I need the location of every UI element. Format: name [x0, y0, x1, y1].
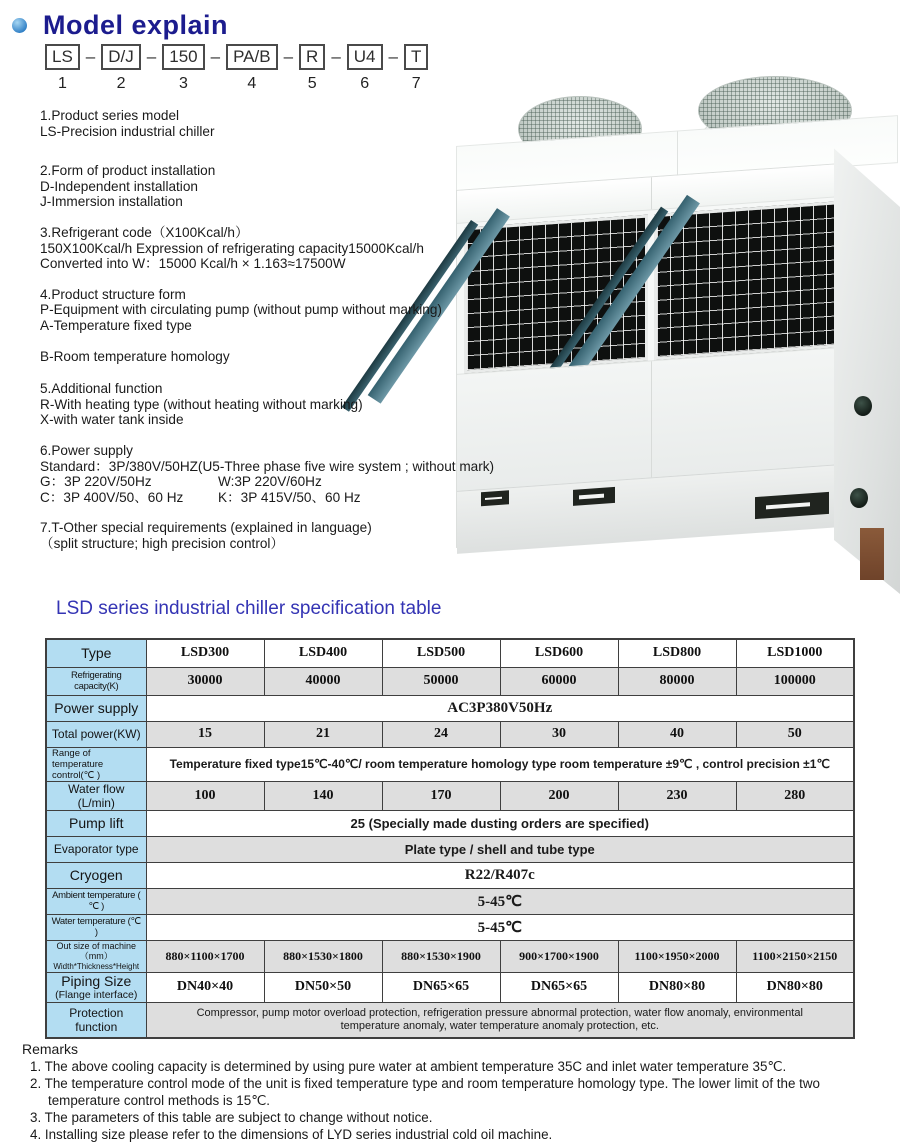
row-label-line: Range of [52, 747, 91, 759]
model-code-box: LS [45, 44, 80, 70]
remarks-heading: Remarks [22, 1041, 79, 1057]
table-row [46, 888, 854, 914]
table-cell: 1100×1950×2000 [618, 940, 736, 972]
explain-section [40, 225, 605, 272]
table-cell: LSD1000 [736, 639, 854, 667]
explain-line: 150X100Kcal/h Expression of refrigerating capacity15000Kcal/h [40, 240, 424, 256]
table-cell: LSD400 [264, 639, 382, 667]
row-label: Refrigerating capacity(K) [46, 667, 146, 695]
table-cell: 100 [146, 781, 264, 810]
table-cell: 24 [382, 721, 500, 747]
table-cell: DN50×50 [264, 972, 382, 1002]
table-cell: 170 [382, 781, 500, 810]
table-cell: 5-45℃ [146, 888, 854, 914]
explain-line: LS-Precision industrial chiller [40, 123, 215, 139]
model-code-number: 7 [411, 75, 421, 92]
explain-line: 7.T-Other special requirements (explained in language) [40, 520, 372, 536]
panel-seam [651, 177, 652, 209]
model-code-box: T [404, 44, 428, 70]
explain-line: J-Immersion installation [40, 194, 183, 210]
row-label-line: (Flange interface) [55, 988, 138, 1001]
explain-line: Converted into W：15000 Kcal/h × 1.163≈17500W [40, 256, 346, 272]
panel-seam [677, 131, 678, 177]
table-row [46, 781, 854, 810]
panel-seam [651, 361, 652, 477]
remark-item: 1. The above cooling capacity is determined by using pure water at ambient temperature 35C and inlet water temperature 35℃. [30, 1059, 787, 1074]
model-code-unit [101, 44, 141, 93]
table-row [46, 721, 854, 747]
table-cell: 50 [736, 721, 854, 747]
power-option: K：3P 415V/50、60 Hz [218, 489, 361, 505]
explain-line: A-Temperature fixed type [40, 317, 192, 333]
explain-line: 3.Refrigerant code（X100Kcal/h） [40, 224, 249, 240]
explain-line [40, 474, 605, 490]
model-code-unit [299, 44, 325, 93]
model-code-diagram [45, 44, 428, 93]
table-cell: 100000 [736, 667, 854, 695]
spec-table [45, 638, 855, 1039]
dash-separator: – [283, 47, 294, 66]
table-cell: 5-45℃ [146, 914, 854, 940]
table-row [46, 695, 854, 721]
explain-section [40, 381, 605, 428]
remarks [22, 1041, 888, 1143]
row-label: Pump lift [46, 810, 146, 836]
forklift-slot [755, 492, 829, 519]
row-label [46, 940, 146, 972]
remark-item: 4. Installing size please refer to the dimensions of LYD series industrial cold oil machine. [30, 1127, 553, 1142]
explain-line [40, 490, 605, 506]
table-cell: 60000 [500, 667, 618, 695]
table-cell: 40 [618, 721, 736, 747]
explain-section [40, 108, 605, 139]
row-label: Type [46, 639, 146, 667]
table-cell: 21 [264, 721, 382, 747]
model-code-unit [404, 44, 428, 93]
table-row [46, 1002, 854, 1038]
table-row [46, 667, 854, 695]
wooden-foot [860, 528, 884, 580]
model-code-box: PA/B [226, 44, 277, 70]
cabinet-side-panel [834, 144, 900, 594]
explain-section [40, 520, 605, 551]
model-code-number: 1 [57, 75, 67, 92]
table-cell: LSD500 [382, 639, 500, 667]
explain-line: B-Room temperature homology [40, 348, 230, 364]
remark-item: 2. The temperature control mode of the unit is fixed temperature type and room temperature homology type. The lower limit of the two temperature control methods is 15℃. [30, 1076, 820, 1108]
row-label [46, 747, 146, 781]
model-code-unit [45, 44, 80, 93]
table-row [46, 810, 854, 836]
explain-line: Standard：3P/380V/50HZ(U5-Three phase five wire system ; without mark) [40, 458, 495, 474]
table-row [46, 862, 854, 888]
power-option: G：3P 220V/50Hz [40, 474, 152, 490]
model-code-number: 3 [178, 75, 188, 92]
table-row [46, 940, 854, 972]
explain-line: X-with water tank inside [40, 412, 184, 428]
model-code-unit [226, 44, 277, 93]
table-cell: 30 [500, 721, 618, 747]
table-cell: DN65×65 [500, 972, 618, 1002]
model-code-number: 6 [360, 75, 370, 92]
model-code-box: R [299, 44, 325, 70]
table-cell: LSD600 [500, 639, 618, 667]
dash-separator: – [388, 47, 398, 66]
table-row [46, 747, 854, 781]
table-cell: 880×1530×1900 [382, 940, 500, 972]
explain-line: 2.Form of product installation [40, 163, 216, 179]
dash-separator: – [210, 47, 221, 66]
row-label: Total power(KW) [46, 721, 146, 747]
page-header [12, 10, 228, 41]
table-cell: 900×1700×1900 [500, 940, 618, 972]
table-cell: LSD800 [618, 639, 736, 667]
pipe-fitting [854, 396, 872, 416]
model-code-number: 5 [307, 75, 317, 92]
model-code-box: U4 [347, 44, 383, 70]
row-label: Protection function [46, 1002, 146, 1038]
bullet-icon [12, 18, 27, 33]
explain-line: 1.Product series model [40, 108, 180, 123]
table-row [46, 836, 854, 862]
page-title: Model explain [43, 10, 229, 40]
model-code-number: 4 [247, 75, 257, 92]
table-cell: DN65×65 [382, 972, 500, 1002]
spec-table-title: LSD series industrial chiller specification table [56, 598, 442, 619]
model-code-unit [347, 44, 383, 93]
table-cell: 30000 [146, 667, 264, 695]
explain-line: R-With heating type (without heating without marking) [40, 396, 363, 412]
explain-section [40, 287, 605, 334]
table-cell: AC3P380V50Hz [146, 695, 854, 721]
explain-section [40, 163, 605, 210]
pipe-fitting [850, 488, 868, 508]
model-code-box: D/J [101, 44, 141, 70]
row-label: Water flow (L/min) [46, 781, 146, 810]
model-code-box: 150 [162, 44, 204, 70]
table-cell: DN40×40 [146, 972, 264, 1002]
model-code-number: 2 [116, 75, 126, 92]
table-cell: LSD300 [146, 639, 264, 667]
model-code-unit [162, 44, 204, 93]
table-cell: Plate type / shell and tube type [146, 836, 854, 862]
model-explain-text [40, 108, 605, 566]
table-row [46, 972, 854, 1002]
explain-section [40, 443, 605, 505]
explain-line: （split structure; high precision control） [40, 535, 285, 551]
table-cell: 200 [500, 781, 618, 810]
dash-separator: – [85, 47, 96, 66]
table-cell: 50000 [382, 667, 500, 695]
table-cell: DN80×80 [736, 972, 854, 1002]
row-label: Water temperature (℃ ) [46, 914, 146, 940]
row-label-line: Out size of machine（mm） [56, 940, 137, 961]
explain-line: P-Equipment with circulating pump (without pump without marking) [40, 302, 442, 318]
table-cell: 230 [618, 781, 736, 810]
table-cell: DN80×80 [618, 972, 736, 1002]
table-cell: 880×1100×1700 [146, 940, 264, 972]
table-cell: 25 (Specially made dusting orders are specified) [146, 810, 854, 836]
table-cell: 80000 [618, 667, 736, 695]
table-cell: 1100×2150×2150 [736, 940, 854, 972]
table-cell: 40000 [264, 667, 382, 695]
explain-line: 4.Product structure form [40, 286, 186, 302]
explain-section [40, 349, 605, 365]
table-cell: R22/R407c [146, 862, 854, 888]
table-cell: Compressor, pump motor overload protection, refrigeration pressure abnormal protection, water flow anomaly, environmental temperature anomaly, water temperature anomaly protection, etc. [146, 1002, 854, 1038]
explain-line: 5.Additional function [40, 381, 163, 397]
row-label: Evaporator type [46, 836, 146, 862]
row-label-line: temperature control(℃ ) [52, 758, 104, 781]
row-label-line: Piping Size [61, 972, 132, 989]
table-row [46, 914, 854, 940]
condenser-grille-right [654, 201, 838, 360]
table-cell: 140 [264, 781, 382, 810]
table-cell: 880×1530×1800 [264, 940, 382, 972]
row-label: Ambient temperature ( ℃ ) [46, 888, 146, 914]
table-cell: Temperature fixed type15℃-40℃/ room temperature homology type room temperature ±9℃ , control precision ±1℃ [146, 747, 854, 781]
row-label-line: Width*Thickness*Height [53, 961, 140, 971]
explain-line: 6.Power supply [40, 442, 133, 458]
remark-item: 3. The parameters of this table are subject to change without notice. [30, 1110, 433, 1125]
dash-separator: – [331, 47, 341, 66]
row-label: Power supply [46, 695, 146, 721]
dash-separator: – [146, 47, 157, 66]
table-cell: 15 [146, 721, 264, 747]
power-option: C：3P 400V/50、60 Hz [40, 489, 184, 505]
row-label: Cryogen [46, 862, 146, 888]
table-row [46, 639, 854, 667]
power-option: W:3P 220V/60Hz [218, 474, 322, 490]
table-cell: 280 [736, 781, 854, 810]
row-label [46, 972, 146, 1002]
explain-line: D-Independent installation [40, 178, 198, 194]
